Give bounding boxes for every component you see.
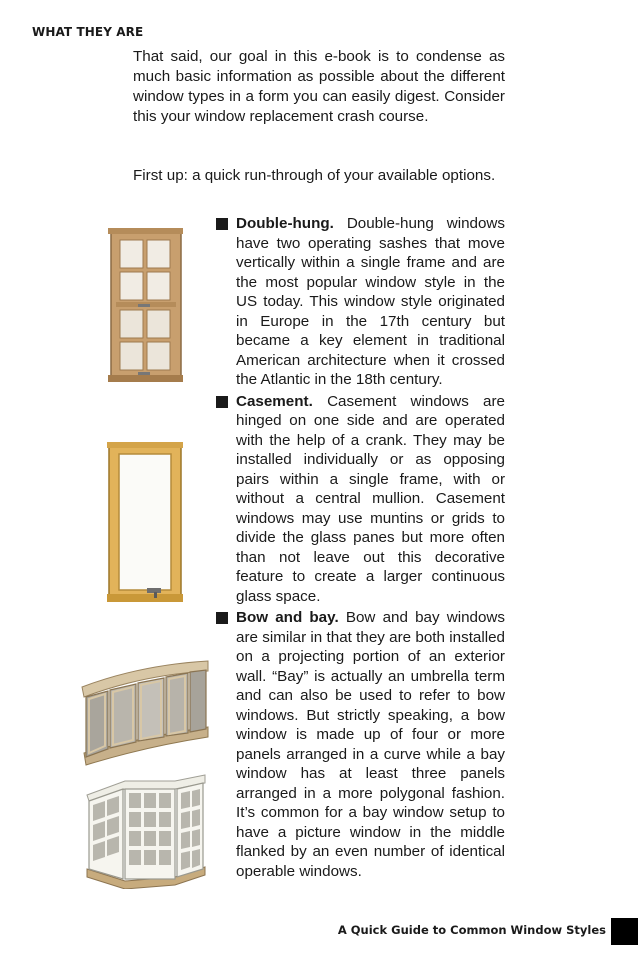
intro-paragraph: That said, our goal in this e-book is to condense as much basic information as possible about the different window types in a form you can easily digest. Consider this your window replacement crash course. [133, 48, 505, 125]
bullet-square-icon [216, 396, 228, 408]
bow-and-bay-description: Bow and bay windows are similar in that they are both installed on a projecting portion of an exterior wall. “Bay” is actually an umbrella term and can also be used to refer to bow windows. But strictly speaking, a bow window is made up of four or more panels arranged in a curve while a bay window has at least three panels arranged in a more polygonal fashion. It’s common for a bay window setup to have a picture window in the middle flanked by an even number of identical operable windows. [236, 609, 505, 880]
casement-window-image [107, 442, 183, 602]
window-style-list [215, 214, 505, 883]
bow-and-bay-title: Bow and bay. [236, 609, 339, 626]
footer-title: A Quick Guide to Common Window Styles [337, 923, 606, 937]
double-hung-description: Double-hung windows have two operating sashes that move vertically within a single frame and are the most popular window style in the US today. This window style originated in Europe in the 17th century but became a key element in traditional American architecture when it crossed the Atlantic in the 18th century. [236, 215, 505, 388]
intro-lead-in: First up: a quick run-through of your available options. [133, 167, 496, 184]
bullet-square-icon [216, 218, 228, 230]
list-item-casement [215, 392, 505, 607]
bullet-square-icon [216, 612, 228, 624]
double-hung-window-image [108, 228, 183, 382]
bow-window-image [80, 657, 210, 769]
footer-page-block [611, 918, 638, 945]
casement-title: Casement. [236, 392, 313, 410]
section-label: WHAT THEY ARE [32, 25, 144, 39]
list-item-bow-and-bay [215, 608, 505, 881]
bay-window-image [85, 773, 207, 889]
list-item-double-hung [215, 214, 505, 390]
casement-description: Casement windows are hinged on one side and are operated with the help of a crank. They may be installed individually or as opposing pairs within a single frame, with or without a central mullion. Casement windows may use muntins or grids to divide the glass panes but more often than not leave out this decorative feature to create a larger continuous glass space. [236, 392, 505, 605]
double-hung-title: Double-hung. [236, 215, 334, 232]
